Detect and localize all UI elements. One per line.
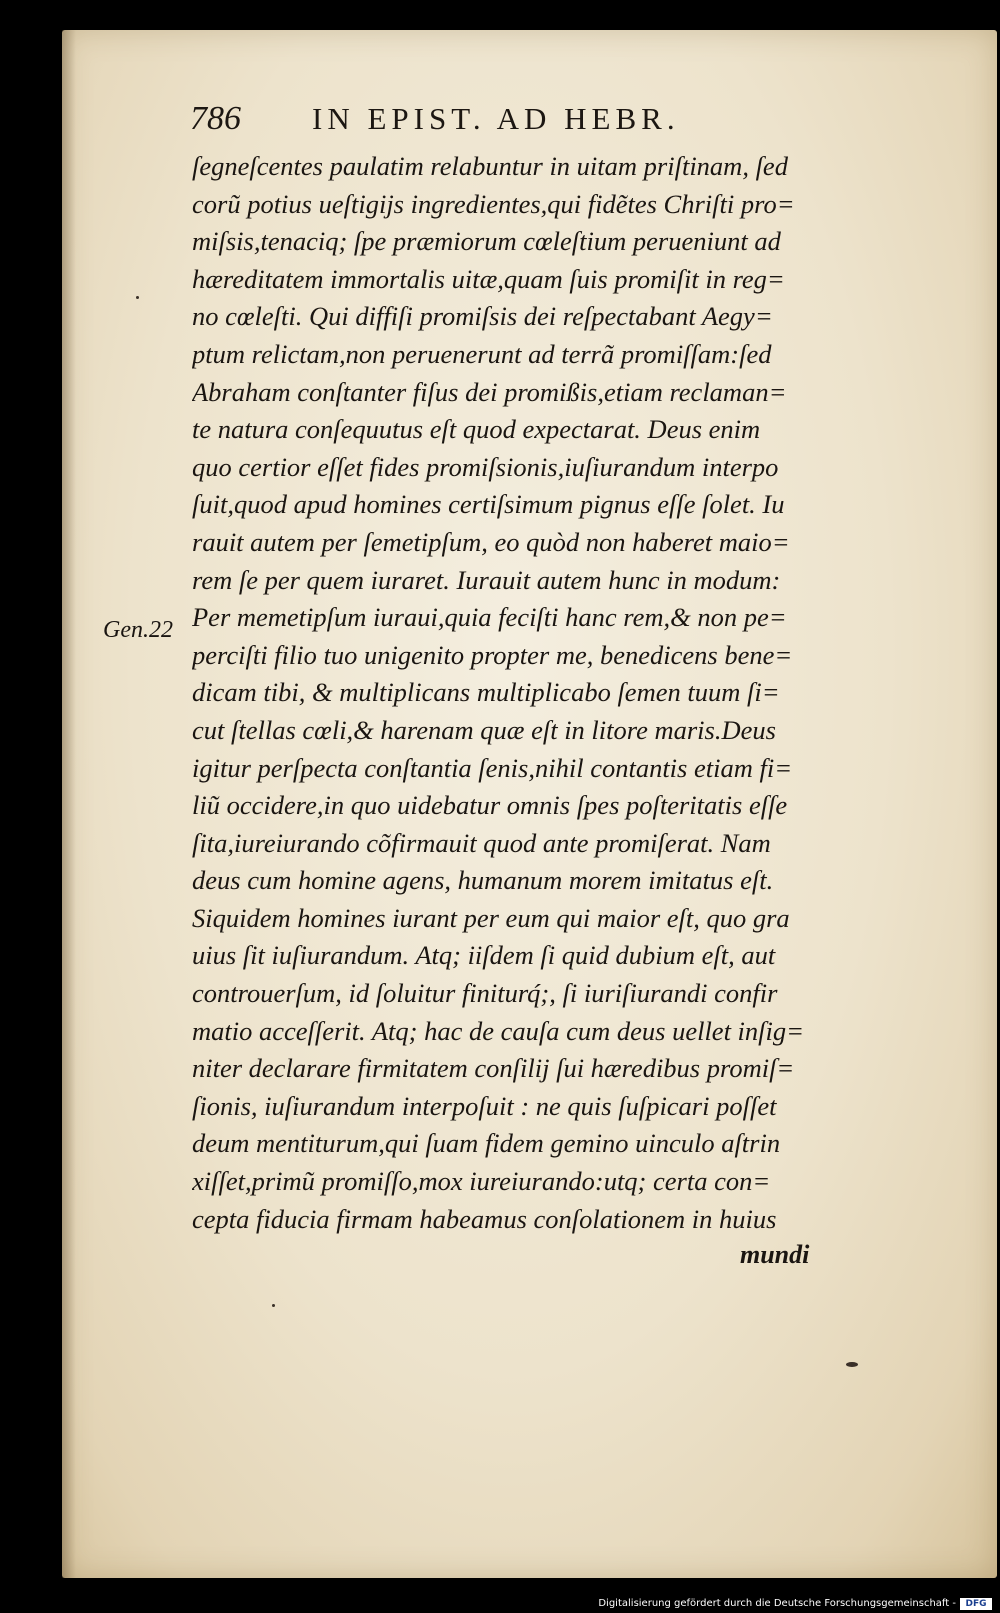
text-line: dicam tibi, & multiplicans multiplicabo ſemen tuum ſi= [192, 677, 780, 708]
text-line: cepta fiducia firmam habeamus conſolationem in huius [192, 1203, 777, 1234]
text-line: no cœleſti. Qui diffiſi promiſsis dei reſpectabant Aegy= [192, 301, 773, 332]
text-line: perciſti filio tuo unigenito propter me, benedicens bene= [192, 639, 793, 670]
text-line: miſsis,tenaciq; ſpe præmiorum cœleſtium perueniunt ad [192, 226, 781, 257]
paper-speck [136, 296, 139, 299]
text-line: rauit autem per ſemetipſum, eo quòd non haberet maio= [192, 526, 790, 557]
funding-credit: Digitalisierung gefördert durch die Deutsche Forschungsgemeinschaft - [598, 1598, 956, 1609]
text-line: ſita,iureiurando cõfirmauit quod ante promiſerat. Nam [192, 827, 771, 858]
text-line: Per memetipſum iuraui,quia feciſti hanc rem,& non pe= [192, 602, 787, 633]
paper-speck [846, 1362, 858, 1367]
dfg-logo: DFG [960, 1598, 992, 1610]
body-text [192, 148, 892, 1238]
text-line: controuerſum, id ſoluitur finiturq́;, ſi iuriſiurandi confir [192, 978, 778, 1009]
text-line: hæreditatem immortalis uitæ,quam ſuis promiſit in reg= [192, 263, 785, 294]
text-line: igitur perſpecta conſtantia ſenis,nihil contantis etiam fi= [192, 752, 793, 783]
text-line: rem ſe per quem iuraret. Iurauit autem hunc in modum: [192, 564, 781, 595]
text-line: corũ potius ueſtigijs ingredientes,qui fidẽtes Chriſti pro= [192, 188, 795, 219]
text-line: deum mentiturum,qui ſuam fidem gemino uinculo aſtrin [192, 1128, 781, 1159]
catchword: mundi [740, 1240, 810, 1269]
text-line: niter declarare firmitatem conſilij ſui hæredibus promiſ= [192, 1053, 795, 1084]
text-line: te natura conſequutus eſt quod expectarat. Deus enim [192, 414, 761, 445]
text-line: ſionis, iuſiurandum interpoſuit : ne quis ſuſpicari poſſet [192, 1090, 777, 1121]
text-line: deus cum homine agens, humanum morem imitatus eſt. [192, 865, 774, 896]
running-title: IN EPIST. AD HEBR. [312, 101, 680, 136]
text-line: matio acceſſerit. Atq; hac de cauſa cum deus uellet inſig= [192, 1015, 805, 1046]
text-line: ptum relictam,non peruenerunt ad terrã promiſſam:ſed [192, 338, 772, 369]
page-gutter-shadow [62, 30, 76, 1578]
text-line: xiſſet,primũ promiſſo,mox iureiurando:utq; certa con= [192, 1166, 771, 1197]
paper-speck [272, 1304, 275, 1307]
running-head [190, 96, 830, 142]
margin-note-reference: Gen.22 [103, 617, 173, 643]
text-line: uius ſit iuſiurandum. Atq; iiſdem ſi quid dubium eſt, aut [192, 940, 776, 971]
text-line: Abraham conſtanter fiſus dei promißis,etiam reclaman= [192, 376, 787, 407]
text-line: liũ occidere,in quo uidebatur omnis ſpes poſteritatis eſſe [192, 790, 788, 821]
text-line: ſuit,quod apud homines certiſsimum pignus eſſe ſolet. Iu [192, 489, 785, 520]
text-line: Siquidem homines iurant per eum qui maior eſt, quo gra [192, 902, 790, 933]
text-line: cut ſtellas cœli,& harenam quæ eſt in litore maris.Deus [192, 714, 776, 745]
page-number: 786 [190, 100, 241, 137]
text-line: ſegneſcentes paulatim relabuntur in uitam priſtinam, ſed [192, 151, 788, 181]
text-line: quo certior eſſet fides promiſsionis,iuſiurandum interpo [192, 451, 779, 482]
